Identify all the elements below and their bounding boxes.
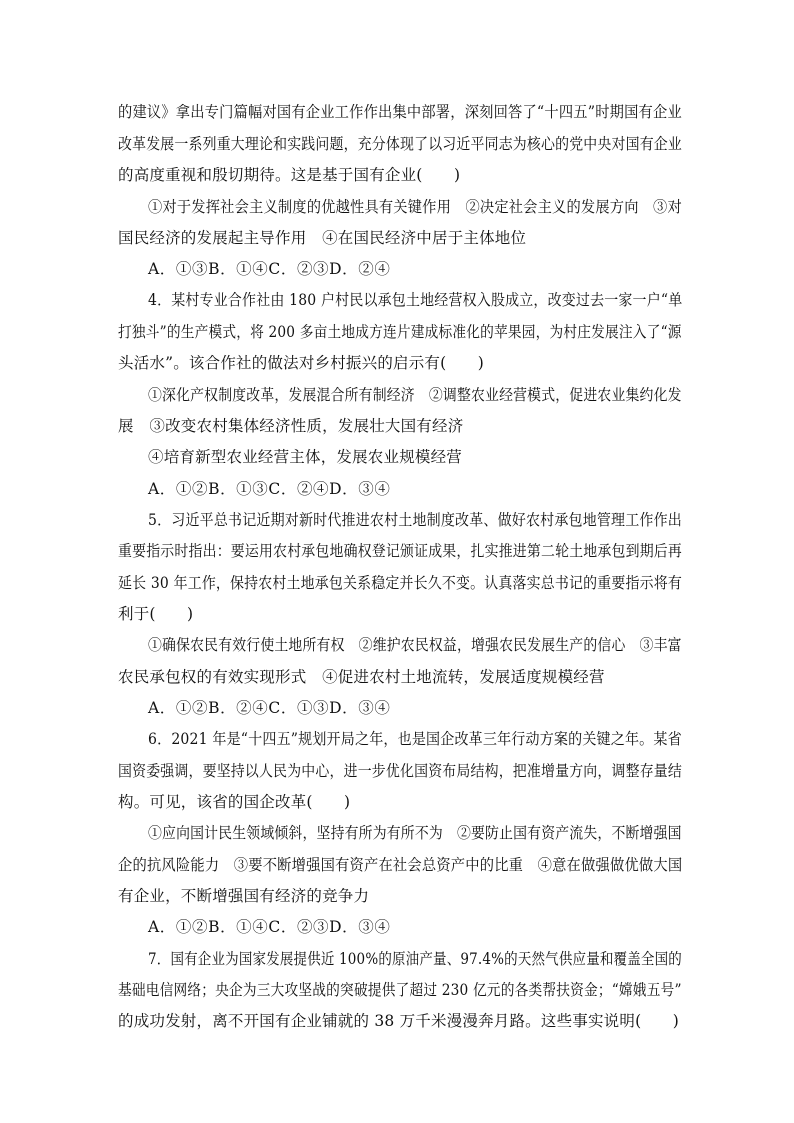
question-7-line: 7．国有企业为国家发展提供近 100%的原油产量、97.4%的天然气供应量和覆盖全国的 [148, 950, 682, 968]
question-7-line: 的成功发射，离不开国有企业铺就的 38 万千米漫漫奔月路。这些事实说明( ) [118, 1012, 679, 1030]
option-line: ①应向国计民生领域倾斜，坚持有所为有所不为 ②要防止国有资产流失，不断增强国 [148, 824, 682, 842]
text-line: 的建议》拿出专门篇幅对国有企业工作作出集中部署，深刻回答了“十四五”时期国有企业 [118, 103, 682, 121]
option-line: ④培育新型农业经营主体，发展农业规模经营 [148, 448, 463, 466]
question-5-line: 重要指示时指出：要运用农村承包地确权登记颁证成果，扎实推进第二轮土地承包到期后再 [118, 542, 683, 560]
question-4-line: 头活水”。该合作社的做法对乡村振兴的启示有( ) [118, 354, 485, 372]
answer-choices: A．①③B．①④C．②③D．②④ [148, 260, 391, 278]
text-line: 改革发展一系列重大理论和实践问题，充分体现了以习近平同志为核心的党中央对国有企业 [118, 135, 683, 153]
option-line: 有企业，不断增强国有经济的竞争力 [118, 887, 370, 905]
option-line: 国民经济的发展起主导作用 ④在国民经济中居于主体地位 [118, 229, 527, 247]
question-4-line: 4．某村专业合作社由 180 户村民以承包土地经营权入股成立，改变过去一家一户“单 [148, 291, 683, 309]
question-6-line: 国资委强调，要坚持以人民为中心，进一步优化国资布局结构，把准增量方向，调整存量结 [118, 762, 683, 780]
question-6-line: 构。可见，该省的国企改革( ) [118, 793, 351, 811]
option-line: 展 ③改变农村集体经济性质，发展壮大国有经济 [118, 417, 464, 435]
question-7-line: 基础电信网络；央企为三大攻坚战的突破提供了超过 230 亿元的各类帮扶资金；“嫦娥五号” [118, 981, 682, 999]
option-line: ①确保农民有效行使土地所有权 ②维护农民权益，增强农民发展生产的信心 ③丰富 [148, 636, 682, 654]
option-line: ①深化产权制度改革，发展混合所有制经济 ②调整农业经营模式，促进农业集约化发 [148, 386, 682, 404]
answer-choices: A．①②B．②④C．①③D．③④ [148, 699, 391, 717]
option-line: 企的抗风险能力 ③要不断增强国有资产在社会总资产中的比重 ④意在做强做优做大国 [118, 856, 683, 874]
question-5-line: 利于( ) [118, 605, 194, 623]
question-5-line: 5．习近平总书记近期对新时代推进农村土地制度改革、做好农村承包地管理工作作出 [148, 511, 682, 529]
text-line: 的高度重视和殷切期待。这是基于国有企业( ) [118, 166, 461, 184]
question-6-line: 6．2021 年是“十四五”规划开局之年，也是国企改革三年行动方案的关键之年。某省 [148, 730, 682, 748]
answer-choices: A．①②B．①③C．②④D．③④ [148, 480, 391, 498]
question-4-line: 打独斗”的生产模式，将 200 多亩土地成方连片建成标准化的苹果园，为村庄发展注入了“源 [118, 323, 682, 341]
answer-choices: A．①②B．①④C．②③D．③④ [148, 918, 391, 936]
option-line: 农民承包权的有效实现形式 ④促进农村土地流转，发展适度规模经营 [118, 668, 605, 686]
option-line: ①对于发挥社会主义制度的优越性具有关键作用 ②决定社会主义的发展方向 ③对 [148, 198, 682, 216]
question-5-line: 延长 30 年工作，保持农村土地承包关系稳定并长久不变。认真落实总书记的重要指示将有 [118, 574, 682, 592]
